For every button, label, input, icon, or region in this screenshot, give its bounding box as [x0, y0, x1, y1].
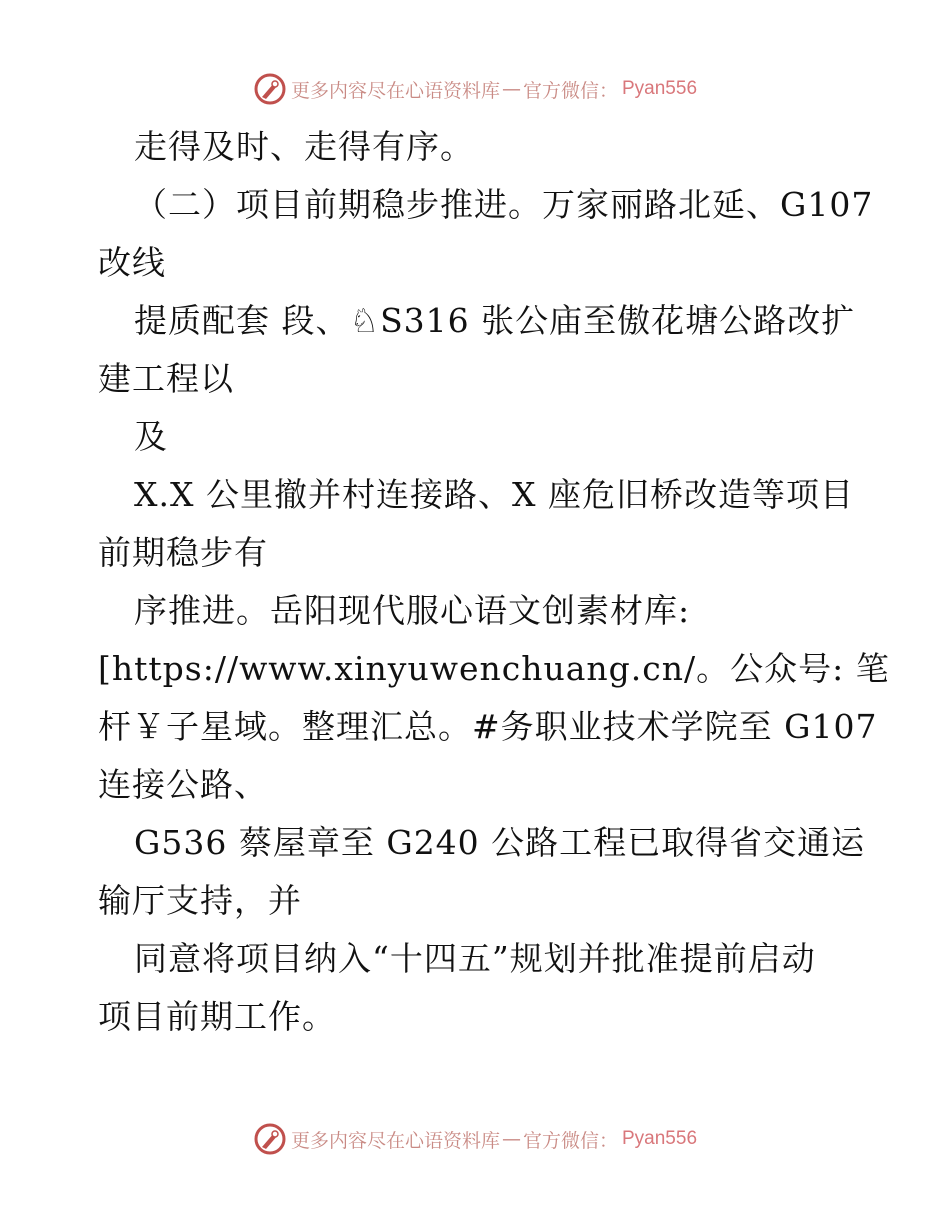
paragraph-line: 项目前期工作。: [98, 997, 336, 1036]
header-watermark: [0, 72, 950, 106]
paragraph-line: 杆￥子星域。整理汇总。#务职业技术学院至 G107: [98, 707, 878, 746]
watermark-dash: —: [501, 78, 521, 100]
pen-logo-icon: [253, 1122, 287, 1156]
watermark-id: Pyan556: [622, 78, 698, 99]
paragraph-line: 序推进。岳阳现代服心语文创素材库:: [134, 591, 691, 630]
paragraph-line: 同意将项目纳入“十四五”规划并批准提前启动: [134, 939, 816, 978]
paragraph-line: 输厅支持，并: [98, 881, 302, 920]
paragraph-line: 改线: [98, 243, 166, 282]
pen-logo-icon: [253, 72, 287, 106]
footer-watermark: [0, 1122, 950, 1156]
paragraph-line: X.X 公里撤并村连接路、X 座危旧桥改造等项目: [134, 475, 854, 514]
paragraph-line: 前期稳步有: [98, 533, 268, 572]
paragraph-line: 连接公路、: [98, 765, 268, 804]
watermark-sub-text: 官方微信：: [522, 1129, 618, 1152]
watermark-main-text: 更多内容尽在心语资料库: [290, 1129, 500, 1152]
paragraph-line: 及: [134, 417, 168, 456]
watermark-id: Pyan556: [622, 1128, 698, 1149]
document-body: [98, 118, 890, 1046]
paragraph-line: （二）项目前期稳步推进。万家丽路北延、G107: [134, 185, 874, 224]
watermark-main-text: 更多内容尽在心语资料库: [290, 79, 500, 102]
paragraph-line: 走得及时、走得有序。: [134, 127, 474, 166]
paragraph-line: 建工程以: [98, 359, 234, 398]
watermark-dash: —: [501, 1128, 521, 1150]
paragraph-line: 提质配套 段、♘S316 张公庙至傲花塘公路改扩: [134, 301, 856, 340]
watermark-sub-text: 官方微信：: [522, 79, 618, 102]
paragraph-line: G536 蔡屋章至 G240 公路工程已取得省交通运: [134, 823, 866, 862]
paragraph-line: [https://www.xinyuwenchuang.cn/。公众号: 笔: [98, 649, 890, 688]
